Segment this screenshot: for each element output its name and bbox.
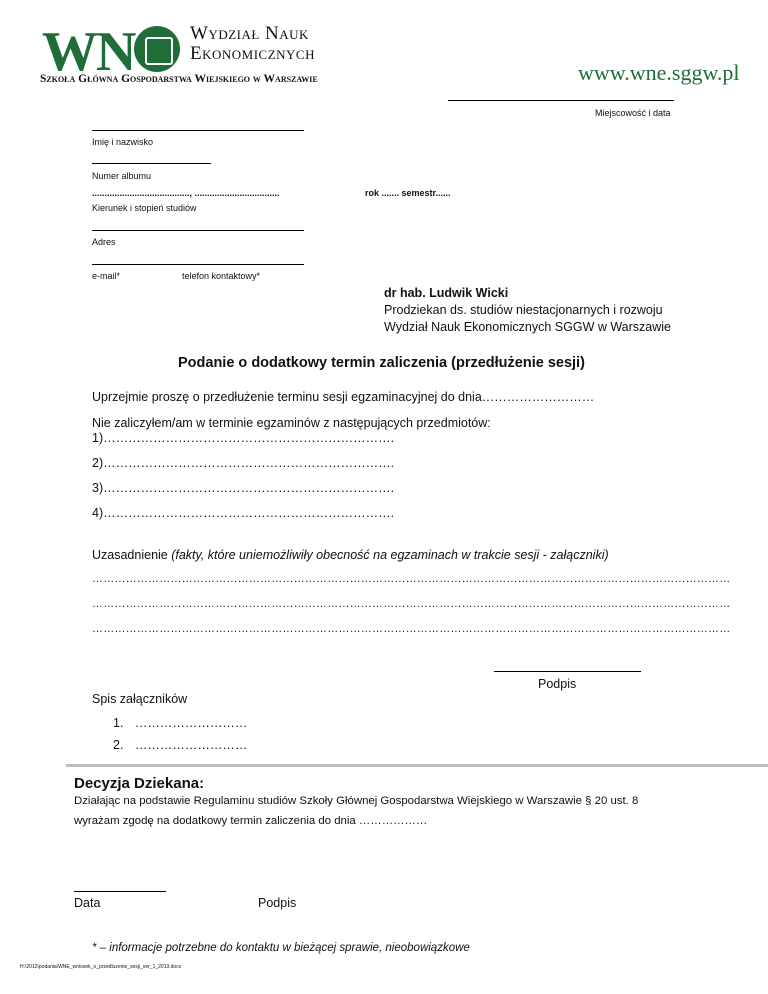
justification-heading xyxy=(92,548,609,562)
logo-subtitle: Szkoła Główna Gospodarstwa Wiejskiego w Warszawie xyxy=(40,73,318,85)
justification-line-2: ……………………………………………………………………………………………………………………………………………………… xyxy=(92,598,731,610)
justification-line-3: ……………………………………………………………………………………………………………………………………………………… xyxy=(92,623,731,635)
album-line xyxy=(92,163,211,164)
attachment-number: 1. xyxy=(113,716,124,730)
attachment-item-2 xyxy=(113,738,247,752)
email-label: e-mail* xyxy=(92,271,121,281)
section-divider xyxy=(66,764,768,767)
signature-line xyxy=(494,671,641,672)
decision-signature-label: Podpis xyxy=(258,896,297,910)
address-line xyxy=(92,230,304,231)
subject-line-2: 2)……………………………………………………………. xyxy=(92,456,395,470)
contact-line xyxy=(92,264,304,265)
footnote: * – informacje potrzebne do kontaktu w bieżącej sprawie, nieobowiązkowe xyxy=(92,942,470,954)
file-path: H:\2012\podania\WNE_wniosek_o_przedluzenie_sesji_ver_1_2013.docx xyxy=(20,964,182,970)
subject-line-3: 3)……………………………………………………………. xyxy=(92,481,395,495)
logo-emblem-icon xyxy=(134,26,180,72)
phone-label: telefon kontaktowy* xyxy=(182,271,261,281)
recipient-faculty: Wydział Nauk Ekonomicznych SGGW w Warszawie xyxy=(384,320,671,334)
place-date-label: Miejscowość i data xyxy=(595,108,671,118)
decision-text-line2: wyrażam zgodę na dodatkowy termin zaliczenia do dnia ……………… xyxy=(74,815,428,827)
form-title: Podanie o dodatkowy termin zaliczenia (przedłużenie sesji) xyxy=(178,355,585,371)
decision-text-line1: Działając na podstawie Regulaminu studiów Szkoły Głównej Gospodarstwa Wiejskiego w Warszawie § 20 ust. 8 xyxy=(74,795,639,807)
decision-date-label: Data xyxy=(74,896,101,910)
attachment-dots: ……………………… xyxy=(134,738,248,752)
attachment-item-1 xyxy=(113,716,247,730)
attachments-label: Spis załączników xyxy=(92,692,188,706)
place-date-line xyxy=(448,100,674,101)
field-of-study-label: Kierunek i stopień studiów xyxy=(92,203,197,213)
year-semester: rok ....... semestr...... xyxy=(365,188,451,198)
subjects-intro: Nie zaliczyłem/am w terminie egzaminów z następujących przedmiotów: xyxy=(92,416,491,430)
justification-line-1: ……………………………………………………………………………………………………………………………………………………… xyxy=(92,573,731,585)
faculty-logo xyxy=(40,20,360,90)
logo-name-line1: Wydział Nauk xyxy=(190,23,309,44)
recipient-position: Prodziekan ds. studiów niestacjonarnych i rozwoju xyxy=(384,303,663,317)
name-line xyxy=(92,130,304,131)
request-text: Uprzejmie proszę o przedłużenie terminu sesji egzaminacyjnej do dnia……………………… xyxy=(92,390,595,404)
name-label: Imię i nazwisko xyxy=(92,137,154,147)
justification-label: Uzasadnienie xyxy=(92,548,172,562)
album-label: Numer albumu xyxy=(92,171,152,181)
attachment-number: 2. xyxy=(113,738,124,752)
field-of-study-dots: ......................................., .................................. xyxy=(92,188,280,198)
subject-line-4: 4)……………………………………………………………. xyxy=(92,506,395,520)
logo-name-line2: Ekonomicznych xyxy=(190,43,315,64)
decision-heading: Decyzja Dziekana: xyxy=(74,775,205,792)
address-label: Adres xyxy=(92,237,116,247)
justification-hint: (fakty, które uniemożliwiły obecność na egzaminach w trakcie sesji - załączniki) xyxy=(171,548,609,562)
decision-date-line xyxy=(74,891,166,892)
logo-mark: WN xyxy=(42,21,135,83)
recipient-name: dr hab. Ludwik Wicki xyxy=(384,286,509,300)
attachment-dots: ……………………… xyxy=(134,716,248,730)
subject-line-1: 1)……………………………………………………………. xyxy=(92,431,395,445)
signature-label: Podpis xyxy=(538,677,577,691)
website-address: www.wne.sggw.pl xyxy=(578,60,740,85)
